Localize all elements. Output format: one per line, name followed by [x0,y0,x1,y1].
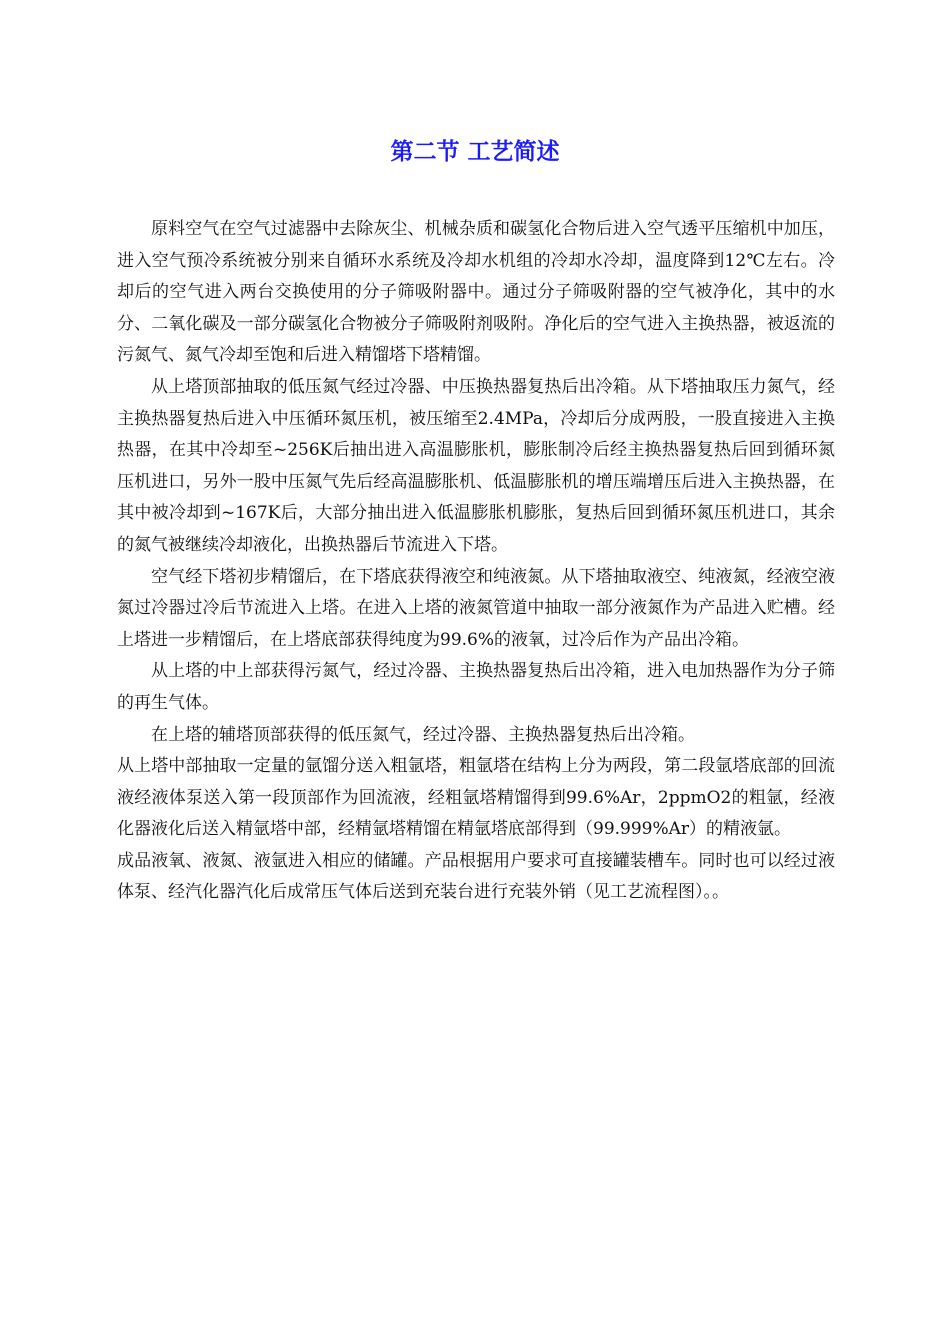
paragraph-nitrogen-cycle: 从上塔顶部抽取的低压氮气经过冷器、中压换热器复热后出冷箱。从下塔抽取压力氮气，经主换热器复热后进入中压循环氮压机，被压缩至2.4MPa，冷却后分成两股，一股直接进入主换热器，在其中冷却至~256K后抽出进入高温膨胀机，膨胀制冷后经主换热器复热后回到循环氮压机进口，另外一股中压氮气先后经高温膨胀机、低温膨胀机的增压端增压后进入主换热器，在其中被冷却到~167K后，大部分抽出进入低温膨胀机膨胀，复热后回到循环氮压机进口，其余的氮气被继续冷却液化，出换热器后节流进入下塔。 [117,376,835,555]
paragraph-argon: 从上塔中部抽取一定量的氩馏分送入粗氩塔，粗氩塔在结构上分为两段，第二段氩塔底部的回流液经液体泵送入第一段顶部作为回流液，经粗氩塔精馏得到99.6%Ar，2ppmO2的粗氩，经液化器液化后送入精氩塔中部，经精氩塔精馏在精氩塔底部得到（99.999%Ar）的精液氩。 [117,756,835,840]
paragraph-distillation: 空气经下塔初步精馏后，在下塔底获得液空和纯液氮。从下塔抽取液空、纯液氮，经液空液氮过冷器过冷后节流进入上塔。在进入上塔的液氮管道中抽取一部分液氮作为产品进入贮槽。经上塔进一步精馏后，在上塔底部获得纯度为99.6%的液氧，过冷后作为产品出冷箱。 [117,566,835,650]
paragraph-products: 成品液氧、液氮、液氩进入相应的储罐。产品根据用户要求可直接罐装槽车。同时也可以经过液体泵、经汽化器汽化后成常压气体后送到充装台进行充装外销（见工艺流程图）。。 [117,850,835,903]
document-body [117,214,835,909]
section-title: 第二节 工艺简述 [390,139,560,165]
paragraph-air-intake: 原料空气在空气过滤器中去除灰尘、机械杂质和碳氢化合物后进入空气透平压缩机中加压，进入空气预冷系统被分别来自循环水系统及冷却水机组的冷却水冷却，温度降到12℃左右。冷却后的空气进入两台交换使用的分子筛吸附器中。通过分子筛吸附器的空气被净化，其中的水分、二氧化碳及一部分碳氢化合物被分子筛吸附剂吸附。净化后的空气进入主换热器，被返流的污氮气、氮气冷却至饱和后进入精馏塔下塔精馏。 [117,219,835,366]
paragraph-low-pressure-nitrogen: 在上塔的辅塔顶部获得的低压氮气，经过冷器、主换热器复热后出冷箱。 [151,724,695,745]
paragraph-waste-nitrogen: 从上塔的中上部获得污氮气，经过冷器、主换热器复热后出冷箱，进入电加热器作为分子筛的再生气体。 [117,661,835,713]
